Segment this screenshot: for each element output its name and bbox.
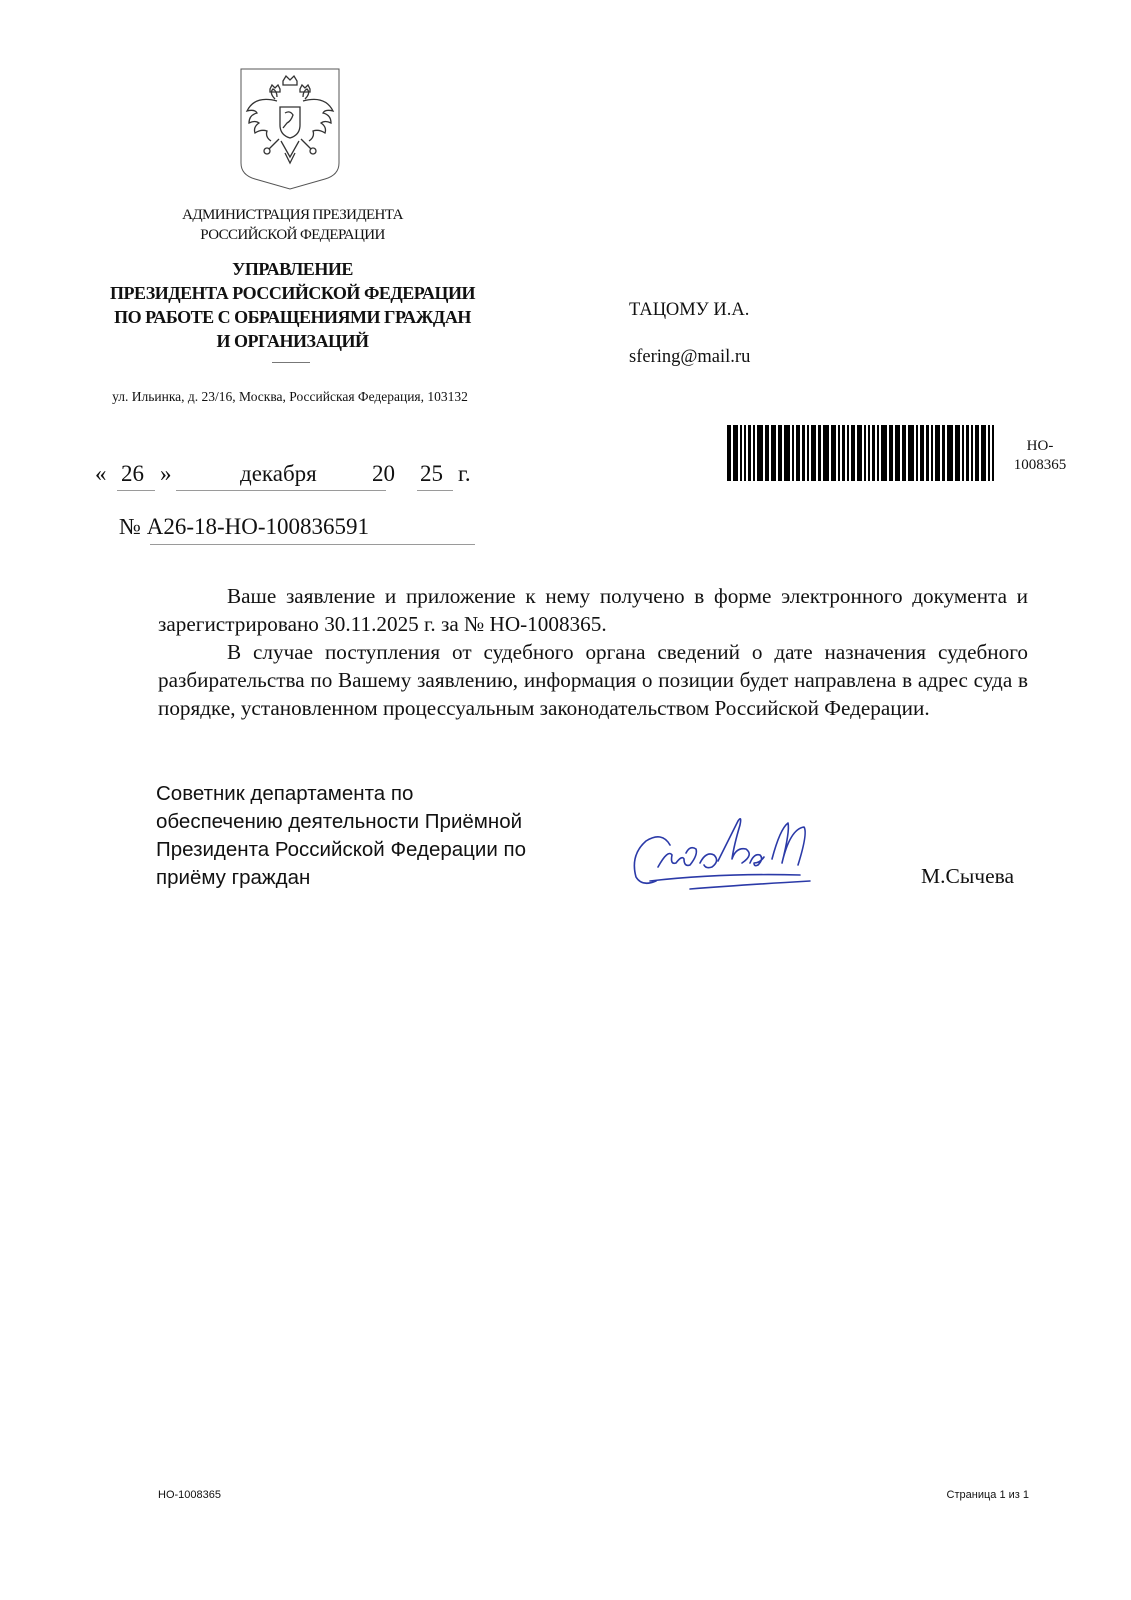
divider — [272, 362, 310, 363]
barcode-bar — [872, 425, 875, 481]
barcode-caption-line: 1008365 — [1013, 457, 1067, 473]
date-suffix: г. — [458, 461, 471, 486]
date-day-underline — [117, 490, 155, 491]
date-year: 25 — [420, 461, 443, 486]
barcode-bar — [765, 425, 769, 481]
body-paragraph: Ваше заявление и приложение к нему получено в форме электронного документа и зарегистрировано 30.11.2025 г. за № НО-1008365. — [158, 584, 1028, 636]
barcode-bar — [748, 425, 751, 481]
signer-position-line: Президента Российской Федерации по — [156, 838, 526, 861]
footer-document-id: НО-1008365 — [158, 1489, 221, 1501]
barcode-bar — [740, 425, 742, 481]
barcode-bar — [842, 425, 845, 481]
barcode-bar — [920, 425, 924, 481]
sender-address: ул. Ильинка, д. 23/16, Москва, Российская Федерация, 103132 — [112, 389, 468, 404]
barcode-bar — [962, 425, 964, 481]
barcode-bar — [988, 425, 990, 481]
date-day: 26 — [121, 461, 144, 486]
recipient-email: sfering@mail.ru — [629, 347, 751, 367]
outgoing-number — [119, 513, 369, 541]
barcode-bar — [744, 425, 746, 481]
barcode-bar — [778, 425, 782, 481]
signer-position-line: Советник департамента по — [156, 782, 414, 805]
barcode-bar — [727, 425, 731, 481]
signer-name: М.Сычева — [921, 864, 1015, 888]
administration-title: АДМИНИСТРАЦИЯ ПРЕЗИДЕНТА — [182, 207, 403, 223]
department-title-line: ПРЕЗИДЕНТА РОССИЙСКОЙ ФЕДЕРАЦИИ — [110, 283, 475, 303]
handwritten-signature — [630, 815, 815, 895]
number-sign: № — [119, 514, 141, 539]
barcode-bar — [838, 425, 840, 481]
barcode-bar — [784, 425, 790, 481]
barcode-bar — [847, 425, 849, 481]
barcode-bar — [851, 425, 855, 481]
date-century: 20 — [372, 461, 395, 486]
barcode-bar — [931, 425, 933, 481]
barcode-bar — [881, 425, 887, 481]
barcode-bar — [966, 425, 969, 481]
barcode-bar — [792, 425, 794, 481]
department-title-line: УПРАВЛЕНИЕ — [232, 259, 353, 279]
department-title-line: И ОРГАНИЗАЦИЙ — [216, 331, 369, 351]
barcode-caption-line: НО- — [1026, 438, 1054, 454]
barcode-bar — [818, 425, 821, 481]
coat-of-arms-icon — [239, 67, 341, 191]
date-month: декабря — [240, 461, 317, 486]
barcode-bar — [868, 425, 870, 481]
barcode-bar — [802, 425, 805, 481]
date-year-underline — [417, 490, 453, 491]
barcode-bar — [733, 425, 738, 481]
barcode-bar — [992, 425, 994, 481]
barcode-bar — [895, 425, 900, 481]
date-month-underline — [176, 490, 386, 491]
barcode-bar — [908, 425, 914, 481]
signer-position-line: приёму граждан — [156, 866, 311, 889]
barcode-bar — [935, 425, 940, 481]
signer-position — [156, 780, 576, 892]
barcode-bar — [971, 425, 973, 481]
barcode-bar — [926, 425, 929, 481]
department-title-line: ПО РАБОТЕ С ОБРАЩЕНИЯМИ ГРАЖДАН — [114, 307, 471, 327]
barcode-bar — [831, 425, 836, 481]
barcode-bar — [975, 425, 979, 481]
barcode-bar — [811, 425, 816, 481]
barcode-bar — [807, 425, 809, 481]
barcode-bar — [916, 425, 918, 481]
letter-body — [158, 582, 1028, 722]
barcode-bar — [757, 425, 763, 481]
registration-number: А26-18-НО-100836591 — [146, 514, 370, 539]
date-close-quote: » — [160, 461, 172, 486]
barcode-bar — [889, 425, 893, 481]
barcode — [727, 425, 995, 481]
barcode-bar — [942, 425, 945, 481]
barcode-bar — [796, 425, 800, 481]
barcode-bar — [753, 425, 755, 481]
barcode-bar — [981, 425, 986, 481]
barcode-bar — [857, 425, 862, 481]
barcode-bar — [771, 425, 776, 481]
barcode-bar — [955, 425, 960, 481]
barcode-bar — [947, 425, 953, 481]
signer-position-line: обеспечению деятельности Приёмной — [156, 810, 523, 833]
recipient-name: ТАЦОМУ И.А. — [629, 300, 750, 320]
barcode-bar — [902, 425, 906, 481]
barcode-bar — [877, 425, 879, 481]
footer-page-number: Страница 1 из 1 — [946, 1489, 1029, 1501]
barcode-bar — [823, 425, 829, 481]
barcode-caption — [1005, 437, 1075, 475]
body-paragraph: В случае поступления от судебного органа сведений о дате назначения судебного разбирательства по Вашему заявлению, информация о позиции будет направлена в адрес суда в порядке, установленном процессуальным законодательством Российской Федерации. — [158, 640, 1028, 720]
registration-underline — [150, 544, 475, 545]
date-open-quote: « — [95, 461, 107, 486]
administration-subtitle: РОССИЙСКОЙ ФЕДЕРАЦИИ — [200, 227, 385, 243]
barcode-bar — [864, 425, 866, 481]
